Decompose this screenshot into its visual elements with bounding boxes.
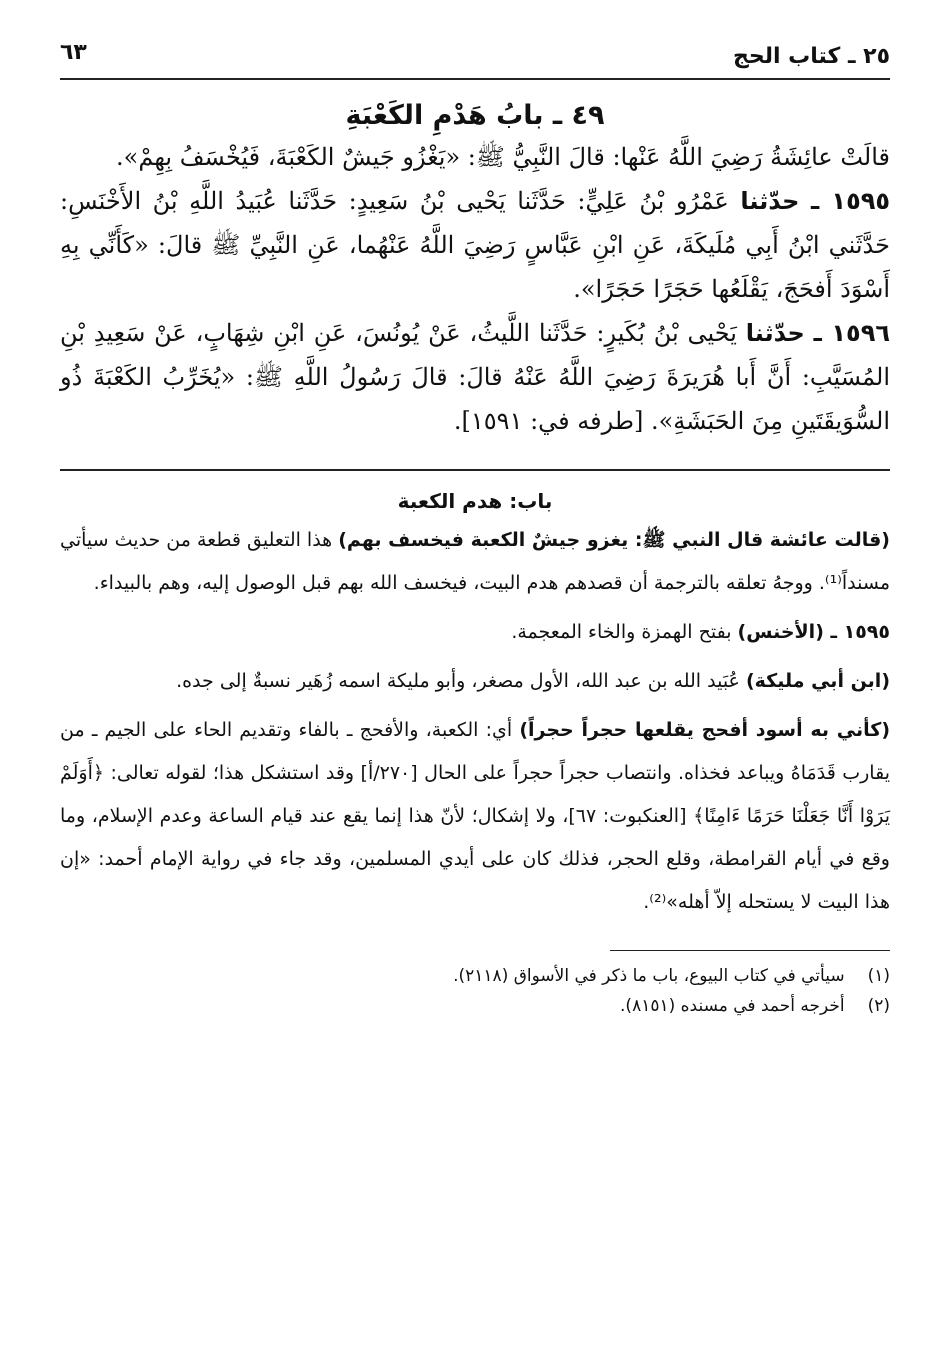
commentary-title: باب: هدم الكعبة bbox=[397, 489, 553, 513]
hadith-number: ١٥٩٥ ـ bbox=[810, 187, 891, 215]
hadith-text: يَحْيى بْنُ بُكَيرٍ: حَدَّثَنا اللَّيثُ، عَنْ يُونُسَ، عَنِ ابْنِ شِهَابٍ، عَنْ سَعِيدِ بْنِ المُسَيَّبِ: أَنَّ أَبا هُرَيرَةَ رَضِيَ اللَّهُ عَنْهُ قالَ: قالَ رَسُولُ اللَّهِ ﷺ: «يُخَرِّبُ الكَعْبَةَ ذُو السُّوَيقَتَينِ مِنَ الحَبَشَةِ». [طرفه في: ١٥٩١]. bbox=[60, 319, 890, 435]
commentary-lead: (ابن أبي مليكة) bbox=[745, 670, 890, 692]
hadith-number: ١٥٩٦ ـ bbox=[813, 319, 890, 347]
intro-text: قالَتْ عائِشَةُ رَضِيَ اللَّهُ عَنْها: قالَ النَّبِيُّ ﷺ: «يَغْزُو جَيشٌ الكَعْبَةَ، فَيُخْسَفُ بِهِمْ». bbox=[116, 143, 890, 171]
commentary-lead: (كأني به أسود أفحج يقلعها حجراً حجراً) bbox=[519, 719, 891, 741]
footnote-number: (٢) bbox=[867, 996, 890, 1016]
commentary-text: عُبَيد الله بن عبد الله، الأول مصغر، وأبو مليكة اسمه زُهَير نسبةٌ إلى جده. bbox=[176, 670, 746, 692]
commentary-text: هذا التعليق قطعة من حديث سيأتي مسنداً⁽¹⁾. ووجهُ تعلقه بالترجمة أن قصدهم هدم البيت، فيخسف الله بهم قبل الوصول إليه، وهم بالبيداء. bbox=[60, 529, 890, 594]
footnote-divider bbox=[610, 950, 890, 951]
hadith-isnad-lead: حدّثنا bbox=[745, 319, 805, 347]
hadith-1596 bbox=[60, 311, 890, 443]
hadith-isnad-lead: حدّثنا bbox=[740, 187, 800, 215]
commentary-lead: (قالت عائشة قال النبي ﷺ: يغزو جيشٌ الكعبة فيخسف بهم) bbox=[338, 529, 890, 551]
footnote-text: أخرجه أحمد في مسنده (٨١٥١). bbox=[620, 996, 845, 1016]
running-head bbox=[60, 30, 890, 80]
chapter-heading: ٢٥ ـ كتاب الحج bbox=[732, 44, 890, 69]
book-page bbox=[60, 30, 890, 1021]
chapter-title: ٤٩ ـ بابُ هَدْمِ الكَعْبَةِ bbox=[345, 100, 605, 131]
page-number: ٦٣ bbox=[60, 40, 87, 65]
footnote bbox=[60, 961, 890, 991]
footnote bbox=[60, 991, 890, 1021]
commentary-lead: ١٥٩٥ ـ (الأخنس) bbox=[737, 621, 890, 643]
commentary-text: بفتح الهمزة والخاء المعجمة. bbox=[511, 621, 738, 643]
footnote-number: (١) bbox=[867, 966, 890, 986]
commentary-text: أي: الكعبة، والأفحج ـ بالفاء وتقديم الحاء على الجيم ـ من يقارب قَدَمَاهُ ويباعد فخذاه. وانتصاب حجراً حجراً على الحال [٢٧٠/أ] وقد استشكل هذا؛ لقوله تعالى: ﴿أَوَلَمْ يَرَوْا أَنَّا جَعَلْنَا حَرَمًا ءَامِنًا﴾ [العنكبوت: ٦٧]، ولا إشكال؛ لأنّ هذا إنما يقع عند قيام الساعة وعدم الإسلام، وما وقع في أيام القرامطة، وقلع الحجر، فذلك كان على أيدي المسلمين، وقد جاء في رواية الإمام أحمد: «إن هذا البيت لا يستحله إلاّ أهله»⁽²⁾. bbox=[60, 719, 890, 913]
commentary-paragraph bbox=[60, 611, 890, 654]
hadith-1595 bbox=[60, 179, 890, 311]
commentary-divider bbox=[60, 469, 890, 471]
footnote-text: سيأتي في كتاب البيوع، باب ما ذكر في الأسواق (٢١١٨). bbox=[453, 966, 845, 986]
commentary-paragraph bbox=[60, 519, 890, 605]
hadith-text: عَمْرُو بْنُ عَلِيٍّ: حَدَّثَنا يَحْيى بْنُ سَعِيدٍ: حَدَّثَنا عُبَيدُ اللَّهِ بْنُ الأَخْنَسِ: حَدَّثَني ابْنُ أَبِي مُلَيكَةَ، عَنِ ابْنِ عَبَّاسٍ رَضِيَ اللَّهُ عَنْهُما، عَنِ النَّبِيِّ ﷺ قالَ: «كَأَنِّي بِهِ أَسْوَدَ أَفحَجَ، يَقْلَعُها حَجَرًا حَجَرًا». bbox=[60, 187, 890, 303]
commentary-paragraph bbox=[60, 709, 890, 924]
commentary-paragraph bbox=[60, 660, 890, 703]
